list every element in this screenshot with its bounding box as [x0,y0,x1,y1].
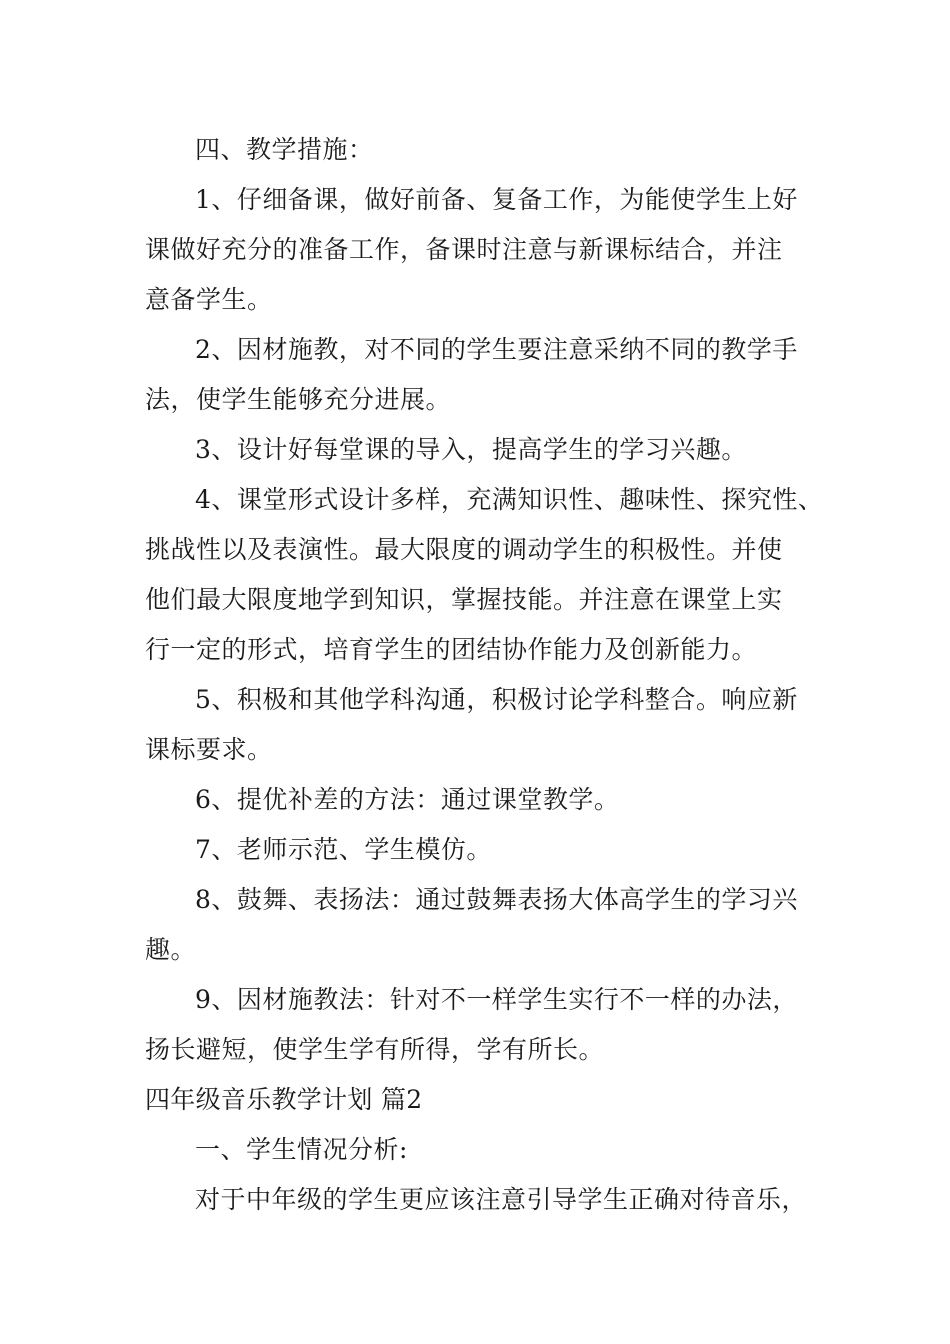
item-7-line-1: 7、老师示范、学生模仿。 [195,835,492,864]
section-heading: 四、教学措施： [195,135,374,164]
item-9-line-2: 扬长避短，使学生学有所得，学有所长。 [145,1035,605,1064]
item-2-line-1: 2、因材施教，对不同的学生要注意采纳不同的教学手 [195,335,798,364]
item-8-line-2: 趣。 [145,935,197,964]
item-5-line-2: 课标要求。 [145,735,273,764]
paragraph-line-1: 对于中年级的学生更应该注意引导学生正确对待音乐， [195,1185,808,1214]
article-title: 四年级音乐教学计划 篇2 [145,1085,423,1114]
item-2-line-2: 法，使学生能够充分进展。 [145,385,452,414]
item-4-line-2: 挑战性以及表演性。最大限度的调动学生的积极性。并使 [145,535,783,564]
section-heading-students: 一、学生情况分析: [195,1135,408,1164]
item-1-line-2: 课做好充分的准备工作，备课时注意与新课标结合，并注 [145,235,783,264]
item-1-line-3: 意备学生。 [145,285,273,314]
item-4-line-4: 行一定的形式，培育学生的团结协作能力及创新能力。 [145,635,758,664]
item-4-line-3: 他们最大限度地学到知识，掌握技能。并注意在课堂上实 [145,585,783,614]
item-3-line-1: 3、设计好每堂课的导入，提高学生的学习兴趣。 [195,435,747,464]
item-1-line-1: 1、仔细备课，做好前备、复备工作，为能使学生上好 [195,185,798,214]
item-6-line-1: 6、提优补差的方法：通过课堂教学。 [195,785,620,814]
item-4-line-1: 4、课堂形式设计多样，充满知识性、趣味性、探究性、 [195,485,824,514]
item-8-line-1: 8、鼓舞、表扬法：通过鼓舞表扬大体高学生的学习兴 [195,885,798,914]
item-9-line-1: 9、因材施教法：针对不一样学生实行不一样的办法， [195,985,798,1014]
item-5-line-1: 5、积极和其他学科沟通，积极讨论学科整合。响应新 [195,685,798,714]
